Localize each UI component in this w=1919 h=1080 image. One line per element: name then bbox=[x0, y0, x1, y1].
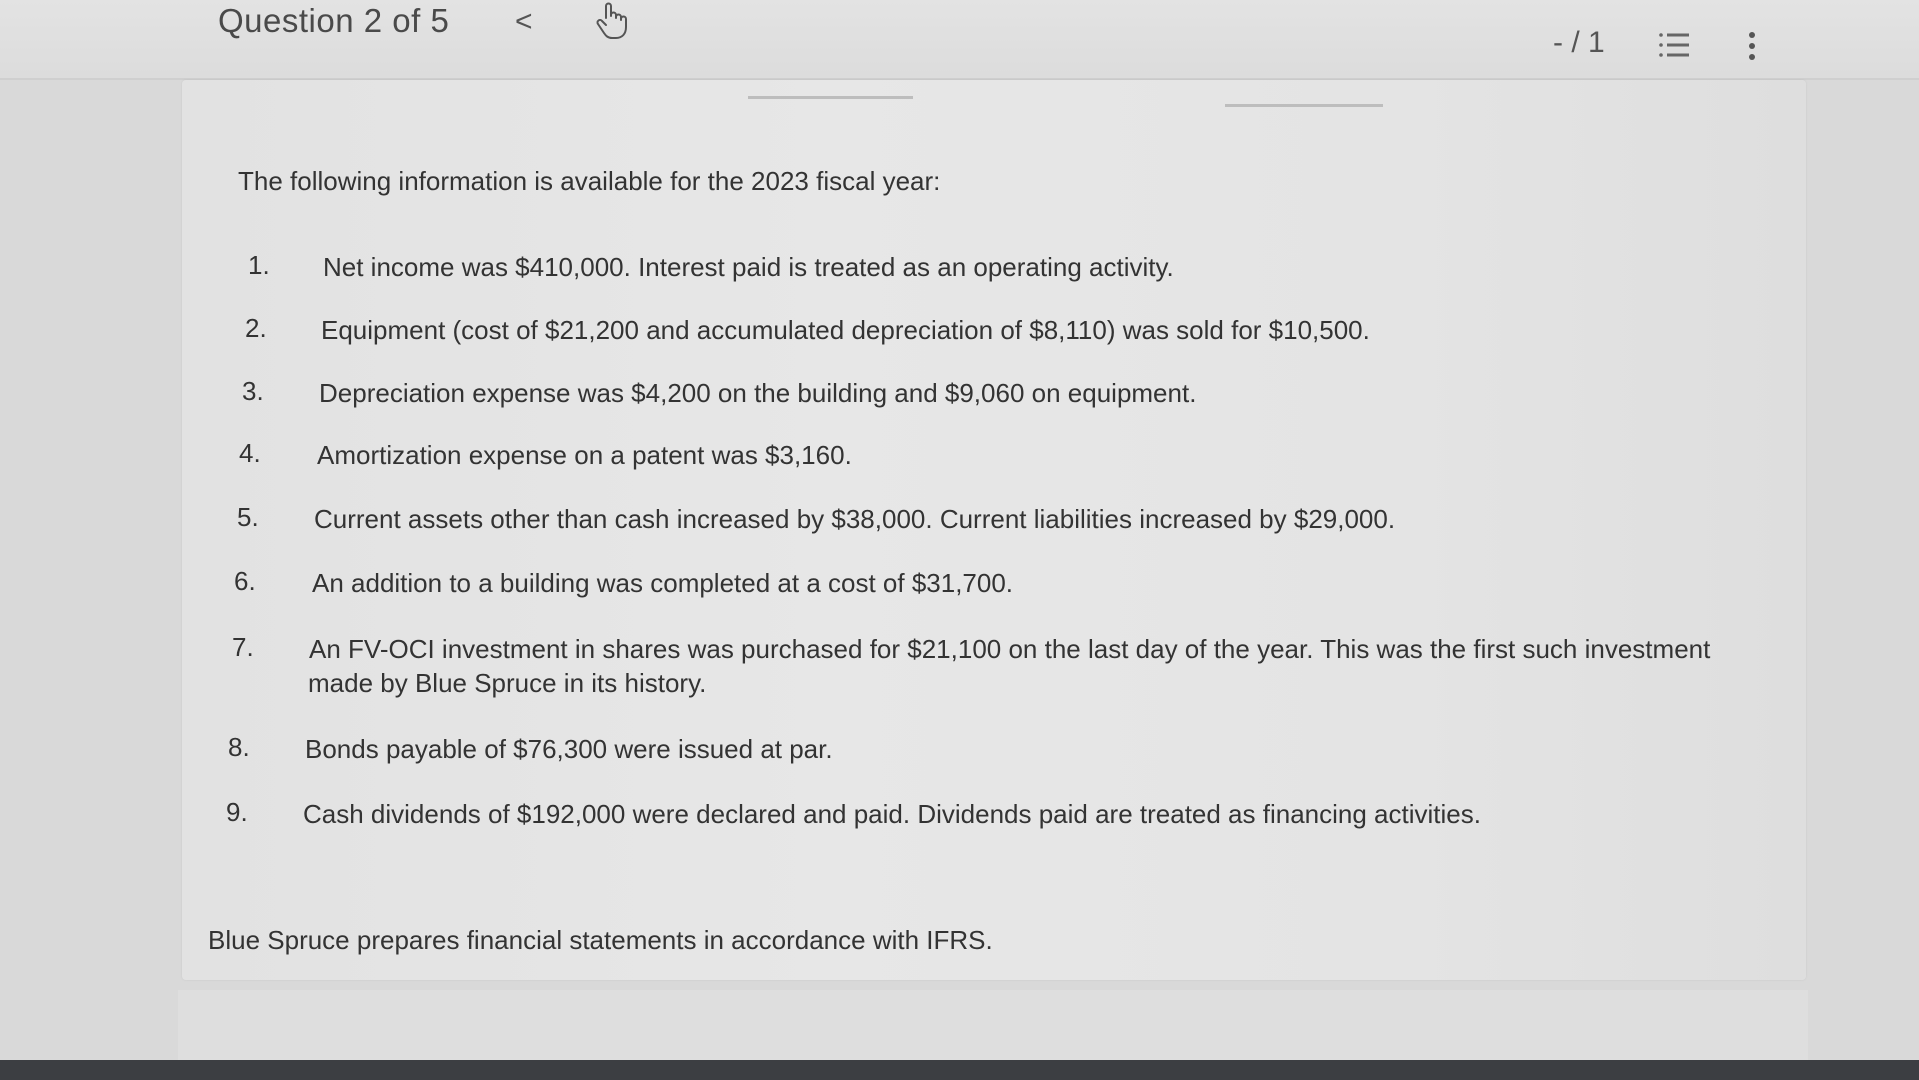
item-text: Amortization expense on a patent was $3,160. bbox=[317, 440, 852, 470]
item-number: 8. bbox=[228, 732, 250, 762]
item-number: 1. bbox=[248, 250, 270, 280]
top-bar bbox=[0, 0, 1919, 80]
intro-text: The following information is available for the 2023 fiscal year: bbox=[238, 166, 941, 196]
item-number: 2. bbox=[245, 313, 267, 343]
item-text: Cash dividends of $192,000 were declared and paid. Dividends paid are treated as financing activities. bbox=[303, 799, 1481, 829]
vertical-dots-icon[interactable] bbox=[1744, 30, 1760, 64]
item-text-continued: made by Blue Spruce in its history. bbox=[308, 668, 707, 698]
item-text: Current assets other than cash increased by $38,000. Current liabilities increased by $29,000. bbox=[314, 504, 1396, 534]
item-text: Net income was $410,000. Interest paid is treated as an operating activity. bbox=[323, 252, 1174, 282]
bottom-bar bbox=[0, 1060, 1919, 1080]
divider bbox=[1225, 104, 1383, 107]
item-text: An FV-OCI investment in shares was purchased for $21,100 on the last day of the year. This was the first such investment bbox=[309, 634, 1711, 664]
item-number: 9. bbox=[226, 797, 248, 827]
item-number: 4. bbox=[239, 438, 261, 468]
item-number: 6. bbox=[234, 566, 256, 596]
divider bbox=[748, 96, 913, 99]
item-number: 5. bbox=[237, 502, 259, 532]
item-text: Bonds payable of $76,300 were issued at par. bbox=[305, 734, 833, 764]
item-number: 7. bbox=[232, 632, 254, 662]
item-text: Equipment (cost of $21,200 and accumulated depreciation of $8,110) was sold for $10,500. bbox=[321, 315, 1370, 345]
previous-question-button[interactable]: < bbox=[515, 5, 533, 38]
next-card bbox=[178, 990, 1808, 1060]
item-number: 3. bbox=[242, 376, 264, 406]
list-icon[interactable] bbox=[1657, 30, 1691, 60]
item-text: Depreciation expense was $4,200 on the building and $9,060 on equipment. bbox=[319, 378, 1197, 408]
question-counter: Question 2 of 5 bbox=[218, 2, 450, 39]
item-text: An addition to a building was completed at a cost of $31,700. bbox=[312, 568, 1014, 598]
score-display: - / 1 bbox=[1553, 26, 1605, 59]
ifrs-note: Blue Spruce prepares financial statements in accordance with IFRS. bbox=[208, 925, 993, 955]
hand-pointer-icon[interactable] bbox=[594, 0, 628, 40]
